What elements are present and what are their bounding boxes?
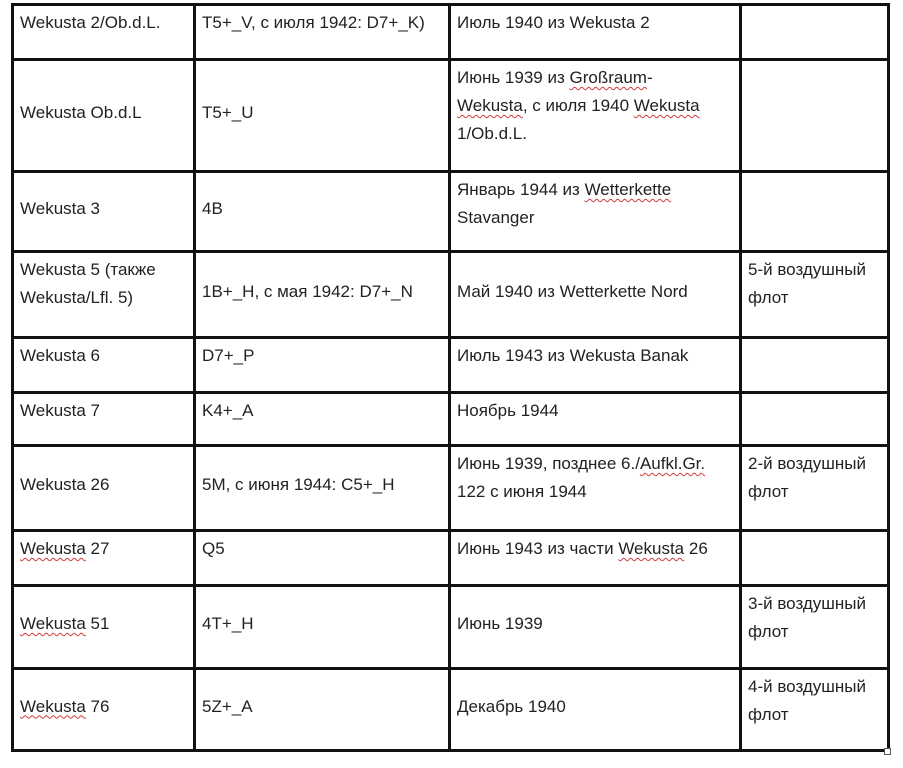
code-cell[interactable]: T5+_V, с июля 1942: D7+_K) (195, 5, 450, 60)
unit-cell[interactable]: Wekusta 5 (также Wekusta/Lfl. 5) (13, 252, 195, 338)
origin-cell[interactable]: Декабрь 1940 (450, 669, 741, 751)
table-row (13, 393, 889, 446)
origin-cell[interactable]: Июнь 1943 из части Wekusta 26 (450, 531, 741, 586)
origin-cell[interactable]: Июнь 1939 из Großraum- Wekusta, с июля 1940 Wekusta 1/Ob.d.L. (450, 60, 741, 172)
table-row (13, 252, 889, 338)
unit-cell[interactable]: Wekusta Ob.d.L (13, 60, 195, 172)
origin-cell[interactable]: Май 1940 из Wetterkette Nord (450, 252, 741, 338)
unit-cell[interactable]: Wekusta 51 (13, 586, 195, 669)
table-resize-handle[interactable] (884, 748, 891, 755)
fleet-cell[interactable] (741, 172, 889, 252)
unit-cell[interactable]: Wekusta 27 (13, 531, 195, 586)
origin-cell[interactable]: Ноябрь 1944 (450, 393, 741, 446)
code-cell[interactable]: 5Z+_A (195, 669, 450, 751)
origin-cell[interactable]: Январь 1944 из Wetterkette Stavanger (450, 172, 741, 252)
table-row (13, 338, 889, 393)
unit-cell[interactable]: Wekusta 6 (13, 338, 195, 393)
unit-cell[interactable]: Wekusta 7 (13, 393, 195, 446)
table-row (13, 60, 889, 172)
fleet-cell[interactable] (741, 393, 889, 446)
table-row (13, 586, 889, 669)
code-cell[interactable]: K4+_A (195, 393, 450, 446)
table-row (13, 5, 889, 60)
unit-cell[interactable]: Wekusta 76 (13, 669, 195, 751)
table-row (13, 172, 889, 252)
table-row (13, 446, 889, 531)
fleet-cell[interactable] (741, 338, 889, 393)
code-cell[interactable]: 4B (195, 172, 450, 252)
fleet-cell[interactable] (741, 5, 889, 60)
table-row (13, 669, 889, 751)
origin-cell[interactable]: Июль 1943 из Wekusta Banak (450, 338, 741, 393)
code-cell[interactable]: 4T+_H (195, 586, 450, 669)
unit-cell[interactable]: Wekusta 3 (13, 172, 195, 252)
code-cell[interactable]: T5+_U (195, 60, 450, 172)
origin-cell[interactable]: Июль 1940 из Wekusta 2 (450, 5, 741, 60)
document-page (11, 3, 887, 752)
table-row (13, 531, 889, 586)
fleet-cell[interactable]: 5-й воздушный флот (741, 252, 889, 338)
unit-cell[interactable]: Wekusta 26 (13, 446, 195, 531)
fleet-cell[interactable]: 4-й воздушный флот (741, 669, 889, 751)
code-cell[interactable]: D7+_P (195, 338, 450, 393)
squadron-table (11, 3, 890, 752)
code-cell[interactable]: 5M, с июня 1944: C5+_H (195, 446, 450, 531)
fleet-cell[interactable]: 3-й воздушный флот (741, 586, 889, 669)
origin-cell[interactable]: Июнь 1939, позднее 6./Aufkl.Gr. 122 с июня 1944 (450, 446, 741, 531)
code-cell[interactable]: 1B+_H, с мая 1942: D7+_N (195, 252, 450, 338)
fleet-cell[interactable] (741, 531, 889, 586)
fleet-cell[interactable] (741, 60, 889, 172)
fleet-cell[interactable]: 2-й воздушный флот (741, 446, 889, 531)
code-cell[interactable]: Q5 (195, 531, 450, 586)
unit-cell[interactable]: Wekusta 2/Ob.d.L. (13, 5, 195, 60)
origin-cell[interactable]: Июнь 1939 (450, 586, 741, 669)
